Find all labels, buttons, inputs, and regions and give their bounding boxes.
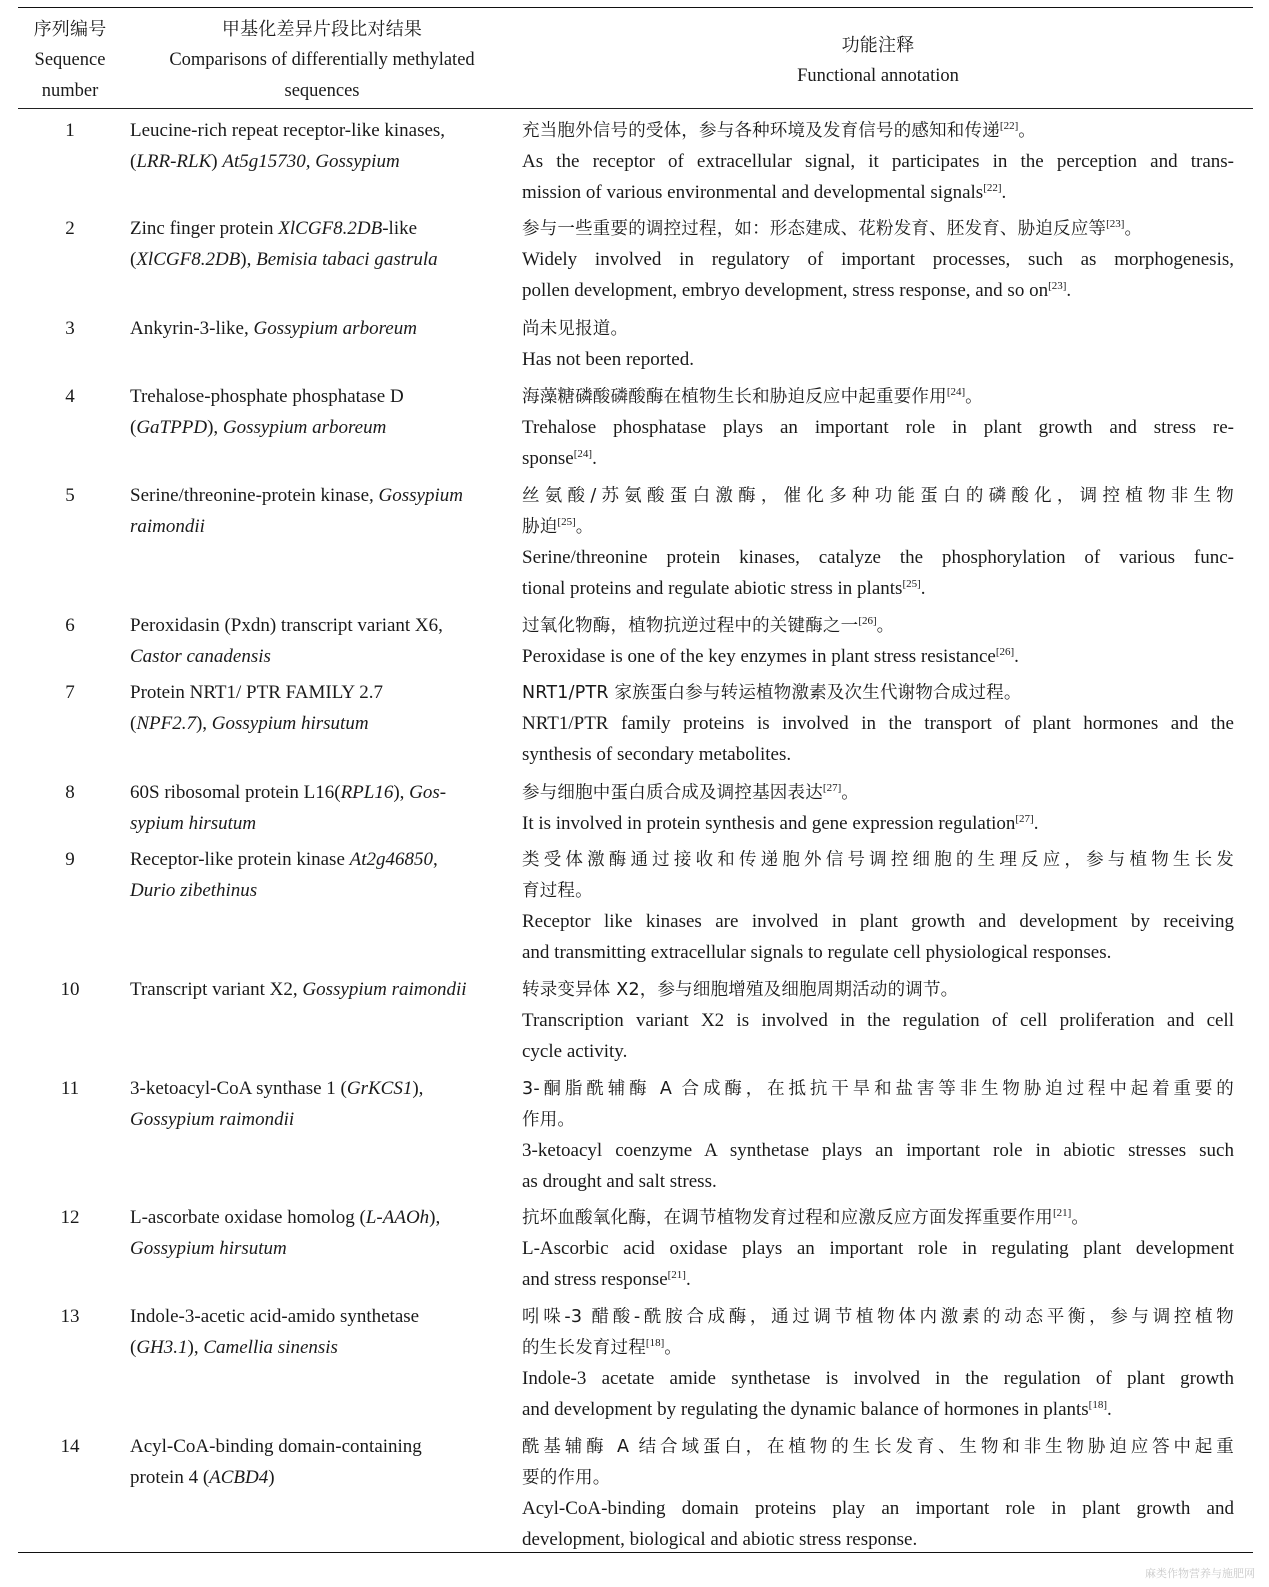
species-or-gene-name: Camellia sinensis xyxy=(203,1337,338,1358)
sequence-number: 7 xyxy=(65,682,75,703)
functional-annotation xyxy=(522,480,1234,604)
sequence-text: ), xyxy=(240,249,257,270)
species-or-gene-name: RPL16 xyxy=(340,782,394,803)
sequence-text: ( xyxy=(130,249,137,270)
annotation-line xyxy=(522,1233,1234,1264)
annotation-text: and stress response xyxy=(522,1269,668,1290)
sequence-text: ) xyxy=(268,1467,275,1488)
species-or-gene-name: Gossypium raimondii xyxy=(130,1109,295,1130)
annotation-line xyxy=(522,708,1234,739)
sequence-line xyxy=(130,381,515,412)
sequence-line xyxy=(130,115,515,146)
annotation-line xyxy=(522,275,1234,306)
annotation-text: 要的作用。 xyxy=(522,1468,611,1488)
annotation-line xyxy=(522,1462,1234,1493)
sequence-text: ), xyxy=(393,782,410,803)
annotation-line xyxy=(522,480,1234,511)
sequence-line xyxy=(130,1301,515,1332)
annotation-text: mission of various environmental and developmental signals xyxy=(522,182,984,203)
species-or-gene-name: At2g46850 xyxy=(349,849,434,870)
citation-ref: [24] xyxy=(946,386,966,398)
functional-annotation xyxy=(522,1431,1234,1555)
table-top-rule xyxy=(18,7,1253,8)
annotation-text: 海藻糖磷酸磷酸酶在植物生长和胁迫反应中起重要作用 xyxy=(522,387,947,407)
species-or-gene-name: XlCGF8.2DB xyxy=(136,249,241,270)
annotation-text: tional proteins and regulate abiotic stress in plants xyxy=(522,578,903,599)
functional-annotation xyxy=(522,974,1234,1067)
sequence-text: Zinc finger protein xyxy=(130,218,279,239)
annotation-line xyxy=(522,443,1234,474)
annotation-text: 参与细胞中蛋白质合成及调控基因表达 xyxy=(522,783,823,803)
annotation-line xyxy=(522,1202,1234,1233)
annotation-text: . xyxy=(1107,1399,1112,1420)
annotation-line xyxy=(522,641,1234,672)
species-or-gene-name: NPF2.7 xyxy=(136,713,196,734)
sequence-number: 4 xyxy=(65,386,75,407)
sequence-line xyxy=(130,610,515,641)
annotation-text: synthesis of secondary metabolites. xyxy=(522,744,792,765)
functional-annotation xyxy=(522,844,1234,968)
citation-ref: [25] xyxy=(557,516,576,528)
species-or-gene-name: GrKCS1 xyxy=(346,1078,413,1099)
annotation-text: 酰基辅酶 A 结合域蛋白，在植物的生长发育、生物和非生物胁迫应答中起重 xyxy=(522,1437,1234,1457)
annotation-text: 。 xyxy=(965,387,983,407)
citation-ref: [24] xyxy=(573,448,593,460)
annotation-line xyxy=(522,313,1234,344)
sequence-number: 9 xyxy=(65,849,75,870)
species-or-gene-name: Gossypium arboreum xyxy=(222,417,387,438)
sequence-comparison xyxy=(130,1202,515,1264)
annotation-text: Indole-3 acetate amide synthetase is involved in the regulation of plant growth xyxy=(522,1368,1234,1389)
citation-ref: [21] xyxy=(667,1269,686,1281)
citation-ref: [25] xyxy=(902,578,921,590)
annotation-line xyxy=(522,974,1234,1005)
annotation-line xyxy=(522,177,1234,208)
header-sequence-number xyxy=(18,14,122,107)
header-comparisons-en: Comparisons of differentially methylated xyxy=(169,50,475,70)
functional-annotation xyxy=(522,677,1234,770)
sequence-number: 3 xyxy=(65,318,75,339)
annotation-line xyxy=(522,1363,1234,1394)
annotation-line xyxy=(522,344,1234,375)
header-functional-annotation-en: Functional annotation xyxy=(797,66,959,86)
species-or-gene-name: LRR-RLK xyxy=(136,151,212,172)
annotation-line xyxy=(522,739,1234,770)
species-or-gene-name: Durio zibethinus xyxy=(130,880,258,901)
annotation-line xyxy=(522,844,1234,875)
sequence-number: 5 xyxy=(65,485,75,506)
sequence-text: 3-ketoacyl-CoA synthase 1 ( xyxy=(130,1078,347,1099)
species-or-gene-name: Gossypium arboreum xyxy=(253,318,417,339)
species-or-gene-name: sypium hirsutum xyxy=(130,813,257,834)
annotation-line xyxy=(522,937,1234,968)
annotation-text: Peroxidase is one of the key enzymes in plant stress resistance xyxy=(522,646,996,667)
sequence-text: ), xyxy=(412,1078,424,1099)
species-or-gene-name: GaTPPD xyxy=(136,417,208,438)
sequence-line xyxy=(130,641,515,672)
sequence-text: -like xyxy=(382,218,418,239)
sequence-text: Acyl-CoA-binding domain-containing xyxy=(130,1436,422,1457)
functional-annotation xyxy=(522,115,1234,208)
sequence-comparison xyxy=(130,1301,515,1363)
sequence-number: 11 xyxy=(60,1078,80,1099)
annotation-line xyxy=(522,146,1234,177)
annotation-line xyxy=(522,777,1234,808)
functional-annotation xyxy=(522,313,1234,375)
sequence-number: 10 xyxy=(60,979,80,1000)
annotation-text: 充当胞外信号的受体，参与各种环境及发育信号的感知和传递 xyxy=(522,121,1000,141)
sequence-comparison xyxy=(130,115,515,177)
annotation-text: cycle activity. xyxy=(522,1041,628,1062)
annotation-line xyxy=(522,244,1234,275)
annotation-line xyxy=(522,1332,1234,1363)
sequence-line xyxy=(130,213,515,244)
annotation-text: 3-酮脂酰辅酶 A 合成酶，在抵抗干旱和盐害等非生物胁迫过程中起着重要的 xyxy=(522,1079,1234,1099)
species-or-gene-name: Castor canadensis xyxy=(130,646,271,667)
annotation-line xyxy=(522,1104,1234,1135)
annotation-line xyxy=(522,381,1234,412)
sequence-text: L-ascorbate oxidase homolog ( xyxy=(130,1207,366,1228)
annotation-text: and development by regulating the dynamic balance of hormones in plants xyxy=(522,1399,1089,1420)
sequence-line xyxy=(130,875,515,906)
sequence-line xyxy=(130,777,515,808)
annotation-text: Acyl-CoA-binding domain proteins play an important role in plant growth and xyxy=(522,1498,1234,1519)
annotation-text: As the receptor of extracellular signal, it participates in the perception and trans- xyxy=(522,151,1234,172)
annotation-text: 过氧化物酶，植物抗逆过程中的关键酶之一 xyxy=(522,616,859,636)
sequence-number: 12 xyxy=(60,1207,80,1228)
citation-ref: [27] xyxy=(1015,813,1034,825)
species-or-gene-name: L-AAOh xyxy=(365,1207,430,1228)
functional-annotation xyxy=(522,1301,1234,1425)
sequence-comparison xyxy=(130,844,515,906)
sequence-text: Protein NRT1/ PTR FAMILY 2.7 xyxy=(130,682,383,703)
sequence-line xyxy=(130,412,515,443)
annotation-text: . xyxy=(1001,182,1007,203)
annotation-text: 吲哚-3 醋酸-酰胺合成酶，通过调节植物体内激素的动态平衡，参与调控植物 xyxy=(522,1307,1234,1327)
species-or-gene-name: Gossypium raimondii xyxy=(302,979,467,1000)
functional-annotation xyxy=(522,610,1234,672)
annotation-text: 。 xyxy=(575,517,594,537)
sequence-text: ), xyxy=(187,1337,204,1358)
sequence-line xyxy=(130,974,515,1005)
sequence-line xyxy=(130,1104,515,1135)
sequence-comparison xyxy=(130,1431,515,1493)
functional-annotation xyxy=(522,777,1234,839)
sequence-text: Ankyrin-3-like, xyxy=(130,318,254,339)
sequence-text: Serine/threonine-protein kinase, xyxy=(130,485,379,506)
watermark: 麻类作物营养与施肥网 xyxy=(1145,1567,1255,1580)
sequence-number: 6 xyxy=(65,615,75,636)
sequence-text: ), xyxy=(207,417,223,438)
sequence-text: Leucine-rich repeat receptor-like kinases, xyxy=(130,120,446,141)
sequence-comparison xyxy=(130,381,515,443)
annotation-text: . xyxy=(920,578,926,599)
citation-ref: [23] xyxy=(1048,280,1067,292)
species-or-gene-name: raimondii xyxy=(130,516,205,537)
sequence-text: Peroxidasin (Pxdn) transcript variant X6, xyxy=(130,615,443,636)
annotation-line xyxy=(522,115,1234,146)
species-or-gene-name: Gossypium hirsutum xyxy=(130,1238,287,1259)
annotation-text: 类受体激酶通过接收和传递胞外信号调控细胞的生理反应，参与植物生长发 xyxy=(522,850,1234,870)
sequence-line xyxy=(130,313,515,344)
sequence-line xyxy=(130,1431,515,1462)
annotation-text: 。 xyxy=(1124,219,1143,239)
sequence-text: ) xyxy=(211,151,223,172)
header-comparisons-zh: 甲基化差异片段比对结果 xyxy=(221,19,423,40)
species-or-gene-name: ACBD4 xyxy=(209,1467,269,1488)
sequence-text: ), xyxy=(429,1207,441,1228)
sequence-comparison xyxy=(130,610,515,672)
citation-ref: [26] xyxy=(995,646,1015,658)
annotation-text: sponse xyxy=(522,448,574,469)
annotation-text: 。 xyxy=(1018,121,1036,141)
annotation-line xyxy=(522,875,1234,906)
header-comparisons-en2: sequences xyxy=(284,81,360,101)
header-sequence-number-en2: number xyxy=(41,81,99,101)
annotation-text: Serine/threonine protein kinases, catalyze the phosphorylation of various func- xyxy=(522,547,1234,568)
annotation-text: Trehalose phosphatase plays an important role in plant growth and stress re- xyxy=(522,417,1234,438)
sequence-number: 2 xyxy=(65,218,75,239)
annotation-line xyxy=(522,1301,1234,1332)
annotation-text: 。 xyxy=(876,616,895,636)
sequence-line xyxy=(130,1332,515,1363)
sequence-comparison xyxy=(130,677,515,739)
sequence-line xyxy=(130,677,515,708)
annotation-line xyxy=(522,1264,1234,1295)
sequence-line xyxy=(130,511,515,542)
annotation-line xyxy=(522,412,1234,443)
header-comparisons xyxy=(128,14,516,107)
annotation-line xyxy=(522,610,1234,641)
sequence-number: 1 xyxy=(65,120,75,141)
annotation-text: as drought and salt stress. xyxy=(522,1171,717,1192)
annotation-text: Receptor like kinases are involved in plant growth and development by receiving xyxy=(522,911,1234,932)
citation-ref: [23] xyxy=(1106,218,1125,230)
sequence-text: Trehalose-phosphate phosphatase D xyxy=(130,386,404,407)
species-or-gene-name: Gossypium hirsutum xyxy=(211,713,369,734)
sequence-line xyxy=(130,808,515,839)
annotation-text: 尚未见报道。 xyxy=(522,319,629,339)
annotation-text: 抗坏血酸氧化酶，在调节植物发育过程和应激反应方面发挥重要作用 xyxy=(522,1208,1053,1228)
annotation-text: 作用。 xyxy=(522,1110,576,1130)
header-functional-annotation-zh: 功能注释 xyxy=(841,35,915,56)
functional-annotation xyxy=(522,1202,1234,1295)
annotation-line xyxy=(522,1073,1234,1104)
sequence-line xyxy=(130,708,515,739)
functional-annotation xyxy=(522,213,1234,306)
sequence-comparison xyxy=(130,313,515,344)
header-rule xyxy=(18,108,1253,109)
annotation-line xyxy=(522,511,1234,542)
annotation-text: . xyxy=(592,448,597,469)
sequence-number: 13 xyxy=(60,1306,80,1327)
sequence-comparison xyxy=(130,480,515,542)
annotation-text: 丝氨酸/苏氨酸蛋白激酶，催化多种功能蛋白的磷酸化，调控植物非生物 xyxy=(522,486,1234,506)
annotation-text: 3-ketoacyl coenzyme A synthetase plays an important role in abiotic stresses such xyxy=(522,1140,1234,1161)
sequence-text: ( xyxy=(130,713,137,734)
annotation-text: and transmitting extracellular signals to regulate cell physiological responses. xyxy=(522,942,1112,963)
annotation-line xyxy=(522,573,1234,604)
citation-ref: [18] xyxy=(645,1337,665,1349)
annotation-line xyxy=(522,677,1234,708)
annotation-line xyxy=(522,1036,1234,1067)
sequence-comparison xyxy=(130,974,515,1005)
sequence-line xyxy=(130,844,515,875)
annotation-line xyxy=(522,542,1234,573)
species-or-gene-name: Gos- xyxy=(409,782,447,803)
citation-ref: [18] xyxy=(1088,1399,1107,1411)
header-sequence-number-zh: 序列编号 xyxy=(33,19,107,40)
sequence-line xyxy=(130,146,515,177)
sequence-number: 14 xyxy=(60,1436,80,1457)
table-bottom-rule xyxy=(18,1552,1253,1553)
annotation-text: L-Ascorbic acid oxidase plays an important role in regulating plant development xyxy=(522,1238,1234,1259)
citation-ref: [21] xyxy=(1053,1207,1072,1219)
sequence-text: 60S ribosomal protein L16( xyxy=(130,782,341,803)
annotation-text: 。 xyxy=(841,783,859,803)
sequence-text: Indole-3-acetic acid-amido synthetase xyxy=(130,1306,420,1327)
annotation-line xyxy=(522,1493,1234,1524)
annotation-line xyxy=(522,808,1234,839)
header-functional-annotation xyxy=(522,30,1234,92)
annotation-text: NRT1/PTR 家族蛋白参与转运植物激素及次生代谢物合成过程。 xyxy=(522,683,1022,703)
functional-annotation xyxy=(522,381,1234,474)
annotation-text: Transcription variant X2 is involved in the regulation of cell proliferation and cell xyxy=(522,1010,1234,1031)
annotation-line xyxy=(522,906,1234,937)
citation-ref: [22] xyxy=(999,120,1019,132)
annotation-text: Has not been reported. xyxy=(522,349,694,370)
annotation-line xyxy=(522,1394,1234,1425)
annotation-text: development, biological and abiotic stress response. xyxy=(522,1529,918,1550)
sequence-line xyxy=(130,1462,515,1493)
annotation-line xyxy=(522,1166,1234,1197)
annotation-line xyxy=(522,1524,1234,1555)
citation-ref: [26] xyxy=(858,615,877,627)
annotation-text: Widely involved in regulatory of important processes, such as morphogenesis, xyxy=(522,249,1234,270)
sequence-text: ( xyxy=(130,417,137,438)
annotation-text: . xyxy=(1014,646,1019,667)
header-sequence-number-en: Sequence xyxy=(34,50,106,70)
sequence-line xyxy=(130,1073,515,1104)
sequence-line xyxy=(130,1202,515,1233)
annotation-text: 。 xyxy=(1071,1208,1090,1228)
annotation-line xyxy=(522,1431,1234,1462)
annotation-text: 参与一些重要的调控过程，如：形态建成、花粉发育、胚发育、胁迫反应等 xyxy=(522,219,1107,239)
species-or-gene-name: Gossypium xyxy=(378,485,463,506)
sequence-text: Transcript variant X2, xyxy=(130,979,303,1000)
species-or-gene-name: Bemisia tabaci gastrula xyxy=(256,249,438,270)
annotation-text: NRT1/PTR family proteins is involved in the transport of plant hormones and the xyxy=(522,713,1234,734)
sequence-text: ( xyxy=(130,1337,137,1358)
species-or-gene-name: XlCGF8.2DB xyxy=(278,218,383,239)
annotation-text: . xyxy=(1066,280,1072,301)
annotation-text: . xyxy=(685,1269,691,1290)
sequence-text: ), xyxy=(195,713,212,734)
annotation-text: It is involved in protein synthesis and gene expression regulation xyxy=(522,813,1016,834)
sequence-text: , xyxy=(433,849,438,870)
sequence-comparison xyxy=(130,213,515,275)
annotation-line xyxy=(522,1005,1234,1036)
sequence-line xyxy=(130,1233,515,1264)
citation-ref: [27] xyxy=(822,782,842,794)
sequence-text: protein 4 ( xyxy=(130,1467,210,1488)
functional-annotation xyxy=(522,1073,1234,1197)
species-or-gene-name: At5g15730, Gossypium xyxy=(222,151,400,172)
annotation-text: 育过程。 xyxy=(522,881,593,901)
sequence-text: ( xyxy=(130,151,137,172)
sequence-comparison xyxy=(130,777,515,839)
annotation-line xyxy=(522,1135,1234,1166)
annotation-text: 的生长发育过程 xyxy=(522,1338,646,1358)
annotation-text: . xyxy=(1033,813,1039,834)
sequence-line xyxy=(130,480,515,511)
annotation-text: pollen development, embryo development, stress response, and so on xyxy=(522,280,1049,301)
annotation-text: 转录变异体 X2，参与细胞增殖及细胞周期活动的调节。 xyxy=(522,980,959,1000)
annotation-text: 胁迫 xyxy=(522,517,558,537)
sequence-comparison xyxy=(130,1073,515,1135)
citation-ref: [22] xyxy=(983,182,1002,194)
sequence-number: 8 xyxy=(65,782,75,803)
annotation-line xyxy=(522,213,1234,244)
species-or-gene-name: GH3.1 xyxy=(136,1337,188,1358)
sequence-text: Receptor-like protein kinase xyxy=(130,849,350,870)
annotation-text: 。 xyxy=(664,1338,682,1358)
sequence-line xyxy=(130,244,515,275)
